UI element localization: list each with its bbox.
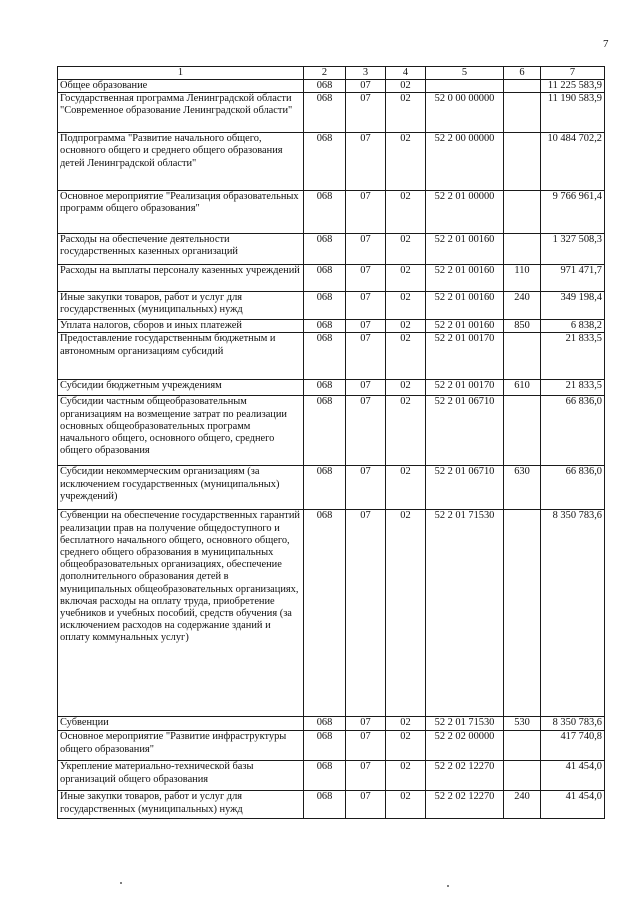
- row-name: Предоставление государственным бюджетным и автономным организациям субсидий: [58, 333, 304, 380]
- row-amount: 11 225 583,9: [541, 80, 605, 93]
- row-expense-type: [504, 80, 541, 93]
- row-amount: 21 833,5: [541, 333, 605, 380]
- row-expense-type: [504, 396, 541, 466]
- table-row: [58, 717, 605, 731]
- table-row: [58, 791, 605, 819]
- row-ministry-code: 068: [304, 791, 346, 819]
- row-amount: 66 836,0: [541, 466, 605, 510]
- table-row: [58, 292, 605, 320]
- row-expense-type: 240: [504, 292, 541, 320]
- table-row: [58, 380, 605, 396]
- row-name: Укрепление материально-технической базы организаций общего образования: [58, 761, 304, 791]
- row-expense-type: 630: [504, 466, 541, 510]
- row-subsection-code: 02: [386, 292, 426, 320]
- row-name: Расходы на обеспечение деятельности государственных казенных организаций: [58, 234, 304, 265]
- page-number: 7: [603, 38, 609, 50]
- row-subsection-code: 02: [386, 93, 426, 133]
- row-subsection-code: 02: [386, 234, 426, 265]
- row-subsection-code: 02: [386, 466, 426, 510]
- row-section-code: 07: [346, 133, 386, 191]
- scan-speck: [120, 882, 122, 884]
- table-row: [58, 80, 605, 93]
- table-row: [58, 93, 605, 133]
- col-header: 3: [346, 67, 386, 80]
- table-row: [58, 320, 605, 333]
- row-target-article: 52 2 01 00160: [426, 320, 504, 333]
- row-amount: 417 740,8: [541, 731, 605, 761]
- table-row: [58, 133, 605, 191]
- row-target-article: 52 2 02 12270: [426, 761, 504, 791]
- row-section-code: 07: [346, 333, 386, 380]
- row-ministry-code: 068: [304, 333, 346, 380]
- row-expense-type: 850: [504, 320, 541, 333]
- row-ministry-code: 068: [304, 761, 346, 791]
- row-name: Субвенции: [58, 717, 304, 731]
- table-row: [58, 761, 605, 791]
- row-amount: 9 766 961,4: [541, 191, 605, 234]
- row-name: Общее образование: [58, 80, 304, 93]
- row-expense-type: [504, 93, 541, 133]
- row-subsection-code: 02: [386, 717, 426, 731]
- row-section-code: 07: [346, 292, 386, 320]
- row-section-code: 07: [346, 265, 386, 292]
- scan-speck: [447, 885, 449, 887]
- row-expense-type: [504, 234, 541, 265]
- row-expense-type: [504, 191, 541, 234]
- row-section-code: 07: [346, 93, 386, 133]
- row-ministry-code: 068: [304, 731, 346, 761]
- row-name: Субсидии бюджетным учреждениям: [58, 380, 304, 396]
- col-header: 5: [426, 67, 504, 80]
- row-section-code: 07: [346, 731, 386, 761]
- row-amount: 8 350 783,6: [541, 717, 605, 731]
- row-target-article: 52 2 01 00160: [426, 234, 504, 265]
- row-ministry-code: 068: [304, 93, 346, 133]
- row-expense-type: 240: [504, 791, 541, 819]
- row-amount: 971 471,7: [541, 265, 605, 292]
- row-section-code: 07: [346, 234, 386, 265]
- row-expense-type: [504, 731, 541, 761]
- row-ministry-code: 068: [304, 396, 346, 466]
- row-target-article: 52 2 01 71530: [426, 717, 504, 731]
- col-header: 6: [504, 67, 541, 80]
- table-row: [58, 466, 605, 510]
- row-name: Субсидии частным общеобразовательным организациям на возмещение затрат по реализации основных общеобразовательных программ начального общего, основного общего, среднего общего образования: [58, 396, 304, 466]
- row-ministry-code: 068: [304, 234, 346, 265]
- row-section-code: 07: [346, 380, 386, 396]
- row-target-article: 52 2 01 00170: [426, 380, 504, 396]
- row-subsection-code: 02: [386, 380, 426, 396]
- row-ministry-code: 068: [304, 510, 346, 717]
- row-ministry-code: 068: [304, 292, 346, 320]
- row-expense-type: [504, 761, 541, 791]
- row-ministry-code: 068: [304, 80, 346, 93]
- row-ministry-code: 068: [304, 466, 346, 510]
- row-amount: 10 484 702,2: [541, 133, 605, 191]
- row-name: Основное мероприятие "Реализация образовательных программ общего образования": [58, 191, 304, 234]
- row-expense-type: [504, 133, 541, 191]
- row-section-code: 07: [346, 761, 386, 791]
- row-subsection-code: 02: [386, 731, 426, 761]
- row-name: Государственная программа Ленинградской области "Современное образование Ленинградской области": [58, 93, 304, 133]
- row-target-article: [426, 80, 504, 93]
- row-name: Субсидии некоммерческим организациям (за исключением государственных (муниципальных) учреждений): [58, 466, 304, 510]
- row-ministry-code: 068: [304, 320, 346, 333]
- table-row: [58, 510, 605, 717]
- row-amount: 41 454,0: [541, 791, 605, 819]
- row-section-code: 07: [346, 717, 386, 731]
- row-ministry-code: 068: [304, 265, 346, 292]
- row-amount: 21 833,5: [541, 380, 605, 396]
- row-ministry-code: 068: [304, 380, 346, 396]
- row-name: Уплата налогов, сборов и иных платежей: [58, 320, 304, 333]
- row-section-code: 07: [346, 396, 386, 466]
- row-section-code: 07: [346, 191, 386, 234]
- table-row: [58, 396, 605, 466]
- row-subsection-code: 02: [386, 133, 426, 191]
- row-target-article: 52 2 02 00000: [426, 731, 504, 761]
- row-name: Основное мероприятие "Развитие инфраструктуры общего образования": [58, 731, 304, 761]
- row-name: Расходы на выплаты персоналу казенных учреждений: [58, 265, 304, 292]
- table-row: [58, 234, 605, 265]
- col-header: 7: [541, 67, 605, 80]
- row-target-article: 52 2 01 00160: [426, 265, 504, 292]
- row-subsection-code: 02: [386, 320, 426, 333]
- col-header: 4: [386, 67, 426, 80]
- row-subsection-code: 02: [386, 510, 426, 717]
- row-subsection-code: 02: [386, 265, 426, 292]
- row-target-article: 52 2 01 00160: [426, 292, 504, 320]
- row-expense-type: [504, 510, 541, 717]
- row-amount: 11 190 583,9: [541, 93, 605, 133]
- row-amount: 6 838,2: [541, 320, 605, 333]
- row-subsection-code: 02: [386, 791, 426, 819]
- table-row: [58, 191, 605, 234]
- row-target-article: 52 2 01 00000: [426, 191, 504, 234]
- row-amount: 1 327 508,3: [541, 234, 605, 265]
- row-amount: 349 198,4: [541, 292, 605, 320]
- row-subsection-code: 02: [386, 333, 426, 380]
- row-section-code: 07: [346, 466, 386, 510]
- row-name: Иные закупки товаров, работ и услуг для государственных (муниципальных) нужд: [58, 292, 304, 320]
- row-target-article: 52 2 01 06710: [426, 466, 504, 510]
- table-row: [58, 731, 605, 761]
- row-section-code: 07: [346, 791, 386, 819]
- row-amount: 66 836,0: [541, 396, 605, 466]
- row-section-code: 07: [346, 510, 386, 717]
- table-row: [58, 333, 605, 380]
- row-target-article: 52 2 01 71530: [426, 510, 504, 717]
- row-expense-type: 610: [504, 380, 541, 396]
- header-row: [58, 67, 605, 80]
- row-amount: 8 350 783,6: [541, 510, 605, 717]
- col-header: 1: [58, 67, 304, 80]
- row-name: Субвенции на обеспечение государственных гарантий реализации прав на получение общедоступного и бесплатного начального общего, основного общего, среднего общего образования в муниципальных общеобразовательных организациях, обеспечение дополнительного образования детей в муниципальных общеобразовательных организациях, включая расходы на оплату труда, приобретение учебников и учебных пособий, средств обучения (за исключением расходов на содержание зданий и оплату коммунальных услуг): [58, 510, 304, 717]
- budget-table: [57, 66, 605, 819]
- col-header: 2: [304, 67, 346, 80]
- row-subsection-code: 02: [386, 761, 426, 791]
- row-expense-type: [504, 333, 541, 380]
- row-ministry-code: 068: [304, 191, 346, 234]
- table-row: [58, 265, 605, 292]
- row-amount: 41 454,0: [541, 761, 605, 791]
- row-target-article: 52 0 00 00000: [426, 93, 504, 133]
- row-section-code: 07: [346, 80, 386, 93]
- row-section-code: 07: [346, 320, 386, 333]
- row-target-article: 52 2 01 00170: [426, 333, 504, 380]
- row-subsection-code: 02: [386, 396, 426, 466]
- row-subsection-code: 02: [386, 80, 426, 93]
- row-target-article: 52 2 02 12270: [426, 791, 504, 819]
- row-name: Иные закупки товаров, работ и услуг для государственных (муниципальных) нужд: [58, 791, 304, 819]
- row-target-article: 52 2 01 06710: [426, 396, 504, 466]
- row-expense-type: 110: [504, 265, 541, 292]
- row-target-article: 52 2 00 00000: [426, 133, 504, 191]
- row-ministry-code: 068: [304, 133, 346, 191]
- row-subsection-code: 02: [386, 191, 426, 234]
- row-name: Подпрограмма "Развитие начального общего, основного общего и среднего общего образования детей Ленинградской области": [58, 133, 304, 191]
- row-ministry-code: 068: [304, 717, 346, 731]
- row-expense-type: 530: [504, 717, 541, 731]
